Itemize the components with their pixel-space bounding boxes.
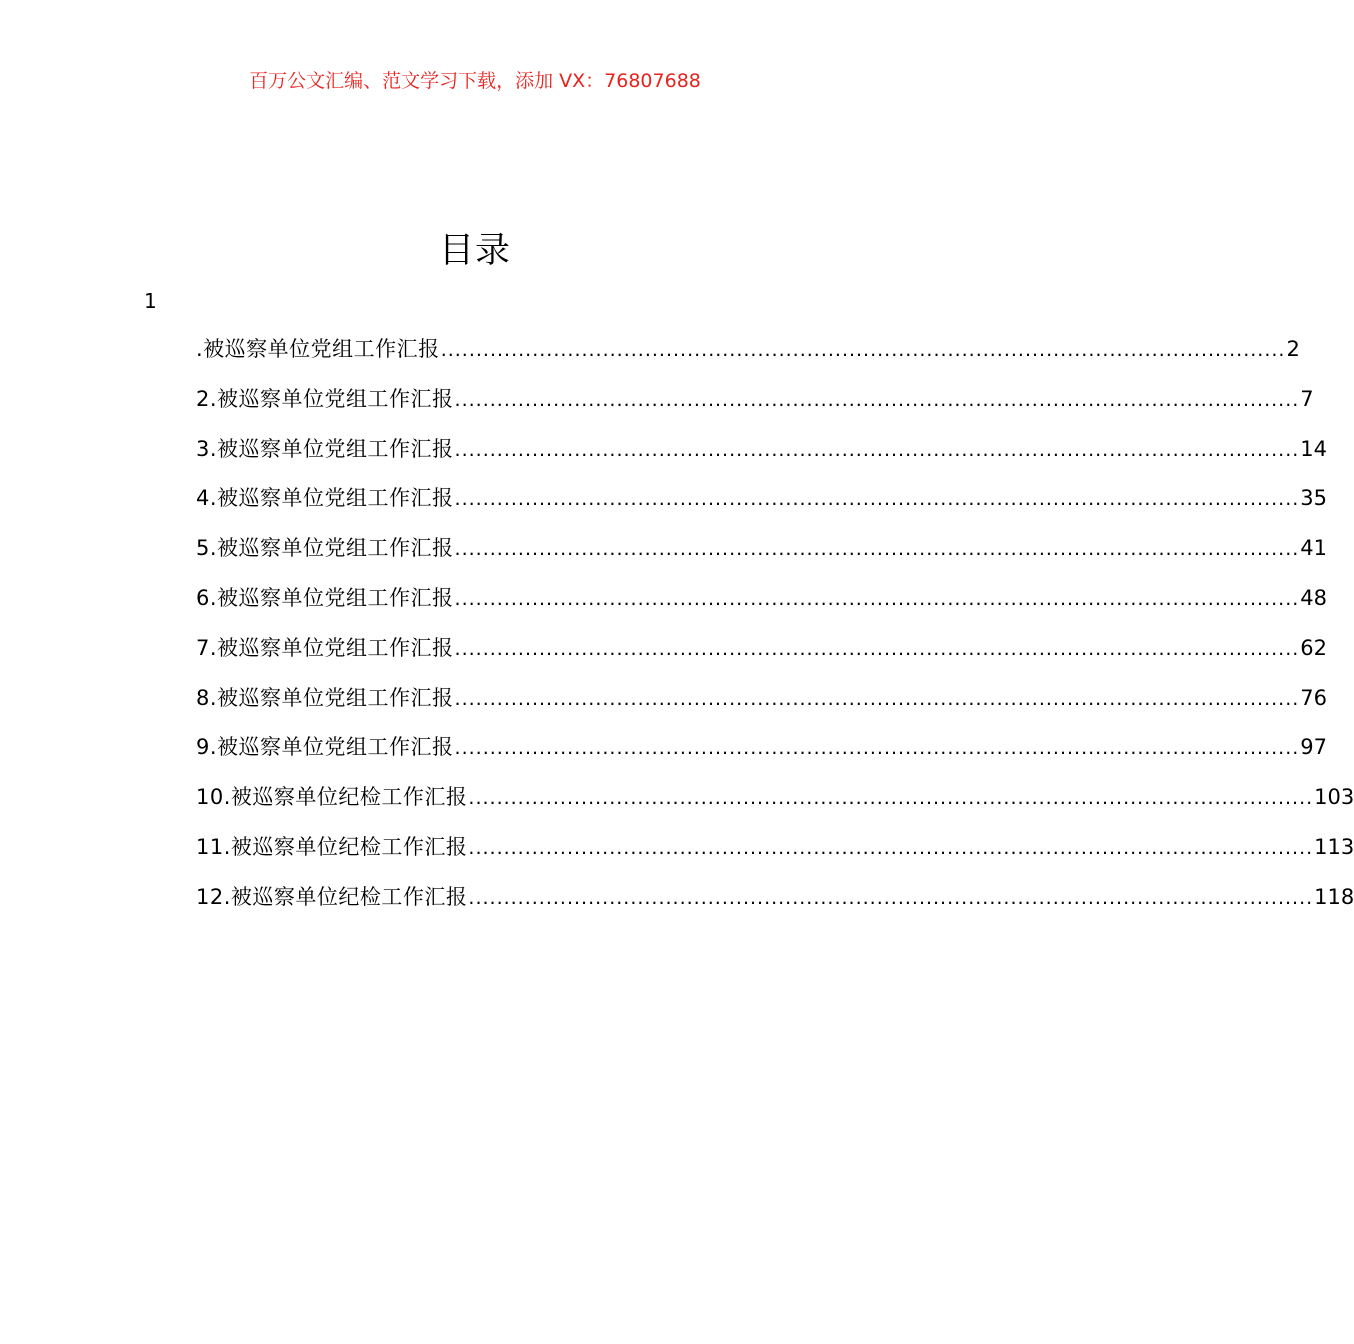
- toc-leader-dots: ........................................................................................................................: [454, 388, 1300, 411]
- toc-leader-dots: ........................................................................................................................: [454, 438, 1300, 461]
- toc-entry-page: 62: [1300, 635, 1328, 660]
- toc-leader-dots: ........................................................................................................................: [454, 538, 1300, 561]
- toc-leader-dots: ........................................................................................................................: [468, 836, 1314, 859]
- toc-entry-label: 10.被巡察单位纪检工作汇报: [196, 785, 468, 810]
- toc-entry[interactable]: [196, 882, 1354, 932]
- toc-leader-dots: ........................................................................................................................: [454, 587, 1300, 610]
- toc-entry-label: 7.被巡察单位党组工作汇报: [196, 635, 454, 660]
- toc-entry-page: 2: [1286, 337, 1300, 361]
- toc-entry[interactable]: [196, 533, 1328, 583]
- toc-entry[interactable]: [196, 683, 1328, 733]
- toc-entry-label: 6.被巡察单位党组工作汇报: [196, 585, 454, 610]
- toc-entry[interactable]: [196, 434, 1328, 484]
- stray-number: 1: [144, 289, 157, 313]
- header-note: 百万公文汇编、范文学习下载，添加 VX：76807688: [249, 70, 701, 92]
- toc-entry-label: 5.被巡察单位党组工作汇报: [196, 536, 454, 561]
- toc-entry-label: 3.被巡察单位党组工作汇报: [196, 436, 454, 461]
- toc-entry-label: 4.被巡察单位党组工作汇报: [196, 486, 454, 511]
- toc-leader-dots: ........................................................................................................................: [468, 886, 1314, 909]
- toc-entry[interactable]: [196, 633, 1328, 683]
- toc-entry-label: 8.被巡察单位党组工作汇报: [196, 685, 454, 710]
- toc-entry[interactable]: [196, 334, 1300, 384]
- toc-entry[interactable]: [196, 583, 1328, 633]
- toc-entry[interactable]: [196, 384, 1314, 434]
- toc-entry-page: 76: [1300, 685, 1328, 710]
- toc-leader-dots: ........................................................................................................................: [454, 637, 1300, 660]
- toc-entry[interactable]: [196, 732, 1328, 782]
- toc-entry-page: 103: [1314, 785, 1354, 810]
- toc-entry-page: 48: [1300, 585, 1328, 610]
- toc-entry-page: 7: [1300, 386, 1314, 411]
- toc-leader-dots: ........................................................................................................................: [440, 339, 1286, 361]
- toc-entry[interactable]: [196, 782, 1354, 832]
- toc-list: [196, 334, 1354, 932]
- toc-entry-page: 118: [1314, 884, 1354, 909]
- toc-entry-label: 11.被巡察单位纪检工作汇报: [196, 834, 468, 859]
- toc-entry-label: 2.被巡察单位党组工作汇报: [196, 386, 454, 411]
- toc-entry-label: 9.被巡察单位党组工作汇报: [196, 735, 454, 760]
- toc-entry-page: 41: [1300, 536, 1328, 561]
- toc-entry-page: 35: [1300, 486, 1328, 511]
- toc-leader-dots: ........................................................................................................................: [454, 737, 1300, 760]
- toc-leader-dots: ........................................................................................................................: [454, 488, 1300, 511]
- toc-entry[interactable]: [196, 832, 1354, 882]
- toc-entry-page: 14: [1300, 436, 1328, 461]
- toc-entry-page: 113: [1314, 834, 1354, 859]
- toc-entry-page: 97: [1300, 735, 1328, 760]
- toc-entry-label: 12.被巡察单位纪检工作汇报: [196, 884, 468, 909]
- toc-leader-dots: ........................................................................................................................: [468, 787, 1314, 810]
- toc-leader-dots: ........................................................................................................................: [454, 687, 1300, 710]
- toc-entry-label: .被巡察单位党组工作汇报: [196, 337, 440, 361]
- toc-entry[interactable]: [196, 483, 1328, 533]
- page-title: 目录: [438, 231, 511, 271]
